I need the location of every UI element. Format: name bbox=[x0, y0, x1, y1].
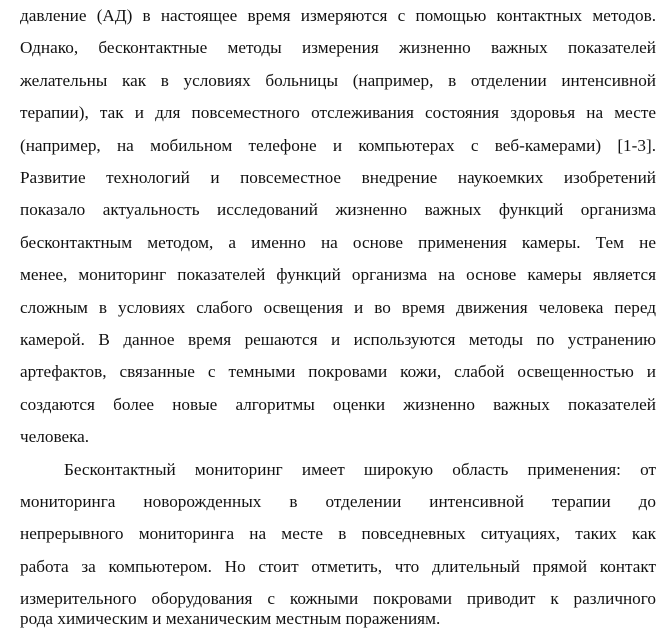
paragraph-line: создаются более новые алгоритмы оценки жизненно важных показателей bbox=[20, 394, 656, 414]
paragraph-line: желательны как в условиях больницы (например, в отделении интенсивной bbox=[20, 70, 656, 90]
paragraph-line: рода химическим и механическим местным поражениям. bbox=[20, 609, 441, 628]
paragraph-line: показало актуальность исследований жизненно важных функций организма bbox=[20, 200, 656, 220]
paragraph-line: мониторинга новорожденных в отделении интенсивной терапии до bbox=[20, 492, 656, 511]
paragraph-line: Развитие технологий и повсеместное внедрение наукоемких изобретений bbox=[20, 168, 656, 187]
paragraph-line: человека. bbox=[20, 427, 90, 447]
paragraph-line: Однако, бесконтактные методы измерения жизненно важных показателей bbox=[20, 38, 656, 58]
paragraph-line: измерительного оборудования с кожными покровами приводит к различного bbox=[20, 589, 656, 609]
paragraph-line: менее, мониторинг показателей функций организма на основе камеры является bbox=[20, 265, 656, 285]
paragraph-line: давление (АД) в настоящее время измеряются с помощью контактных методов. bbox=[20, 6, 656, 25]
paragraph-line: бесконтактным методом, а именно на основе применения камеры. Тем не bbox=[20, 232, 656, 252]
paragraph-line: Бесконтактный мониторинг имеет широкую область применения: от bbox=[64, 459, 656, 479]
paragraph-line: сложным в условиях слабого освещения и во время движения человека перед bbox=[20, 297, 656, 317]
paragraph-line: артефактов, связанные с темными покровами кожи, слабой освещенностью и bbox=[20, 362, 656, 382]
paragraph-line: камерой. В данное время решаются и используются методы по устранению bbox=[20, 330, 656, 349]
paragraph-line: (например, на мобильном телефоне и компьютерах с веб-камерами) [1-3]. bbox=[20, 135, 656, 155]
paragraph-line: непрерывного мониторинга на месте в повседневных ситуациях, таких как bbox=[20, 524, 656, 544]
paragraph-line: работа за компьютером. Но стоит отметить, что длительный прямой контакт bbox=[20, 556, 656, 576]
paragraph-line: терапии), так и для повсеместного отслеживания состояния здоровья на месте bbox=[20, 103, 656, 123]
